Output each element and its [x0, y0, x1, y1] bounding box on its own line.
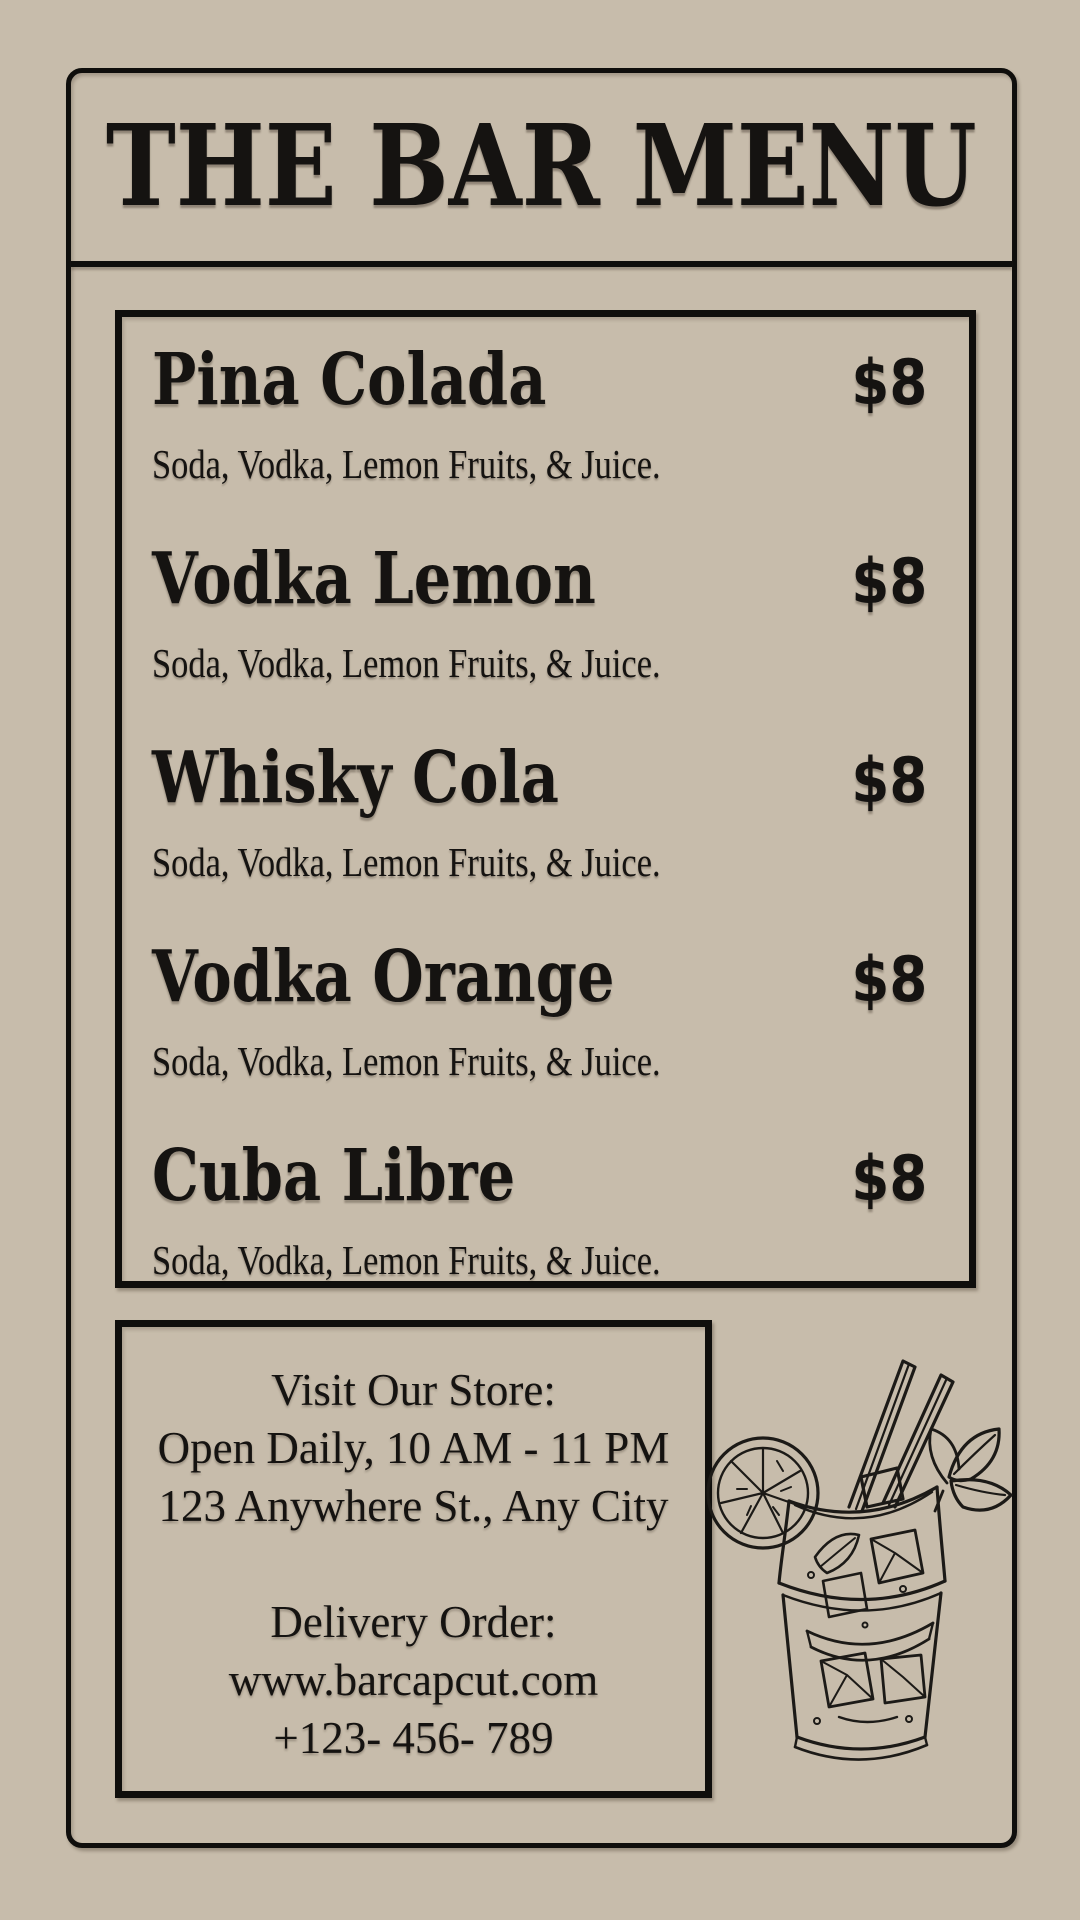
menu-item	[152, 1133, 927, 1291]
opening-hours: Open Daily, 10 AM - 11 PM	[157, 1423, 670, 1473]
cocktail-glass-icon	[699, 1325, 1035, 1787]
menu-item-price: $8	[851, 744, 927, 817]
menu-item-name: Vodka Orange	[152, 934, 615, 1018]
menu-item-head	[152, 337, 927, 421]
menu-item	[152, 536, 927, 694]
phone-number: +123- 456- 789	[273, 1713, 554, 1763]
visit-heading: Visit Our Store:	[271, 1365, 556, 1415]
menu-item	[152, 735, 927, 893]
website-url: www.barcapcut.com	[228, 1655, 599, 1705]
menu-items-box	[115, 310, 976, 1288]
store-info-box	[115, 1320, 712, 1798]
cocktail-illustration	[699, 1325, 1035, 1787]
menu-item-price: $8	[851, 545, 927, 618]
store-address: 123 Anywhere St., Any City	[158, 1481, 669, 1531]
menu-item-head	[152, 934, 927, 1018]
menu-item-name: Cuba Libre	[152, 1133, 516, 1217]
menu-item-head	[152, 536, 927, 620]
menu-item-description: Soda, Vodka, Lemon Fruits, & Juice.	[152, 839, 661, 885]
menu-item-description: Soda, Vodka, Lemon Fruits, & Juice.	[152, 1237, 661, 1283]
page-title: THE BAR MENU	[106, 101, 977, 232]
menu-item-head	[152, 1133, 927, 1217]
info-spacer	[122, 1535, 705, 1593]
menu-item-name: Vodka Lemon	[152, 536, 596, 620]
menu-item	[152, 934, 927, 1092]
delivery-heading: Delivery Order:	[270, 1597, 557, 1647]
poster-frame	[66, 68, 1017, 1848]
menu-item-description: Soda, Vodka, Lemon Fruits, & Juice.	[152, 1038, 661, 1084]
menu-item-name: Pina Colada	[152, 337, 547, 421]
menu-item-price: $8	[851, 346, 927, 419]
menu-item-description: Soda, Vodka, Lemon Fruits, & Juice.	[152, 640, 661, 686]
menu-item	[152, 337, 927, 495]
menu-item-price: $8	[851, 1142, 927, 1215]
menu-item-head	[152, 735, 927, 819]
menu-item-description: Soda, Vodka, Lemon Fruits, & Juice.	[152, 441, 661, 487]
title-section	[71, 73, 1012, 267]
menu-item-price: $8	[851, 943, 927, 1016]
menu-item-name: Whisky Cola	[152, 735, 559, 819]
